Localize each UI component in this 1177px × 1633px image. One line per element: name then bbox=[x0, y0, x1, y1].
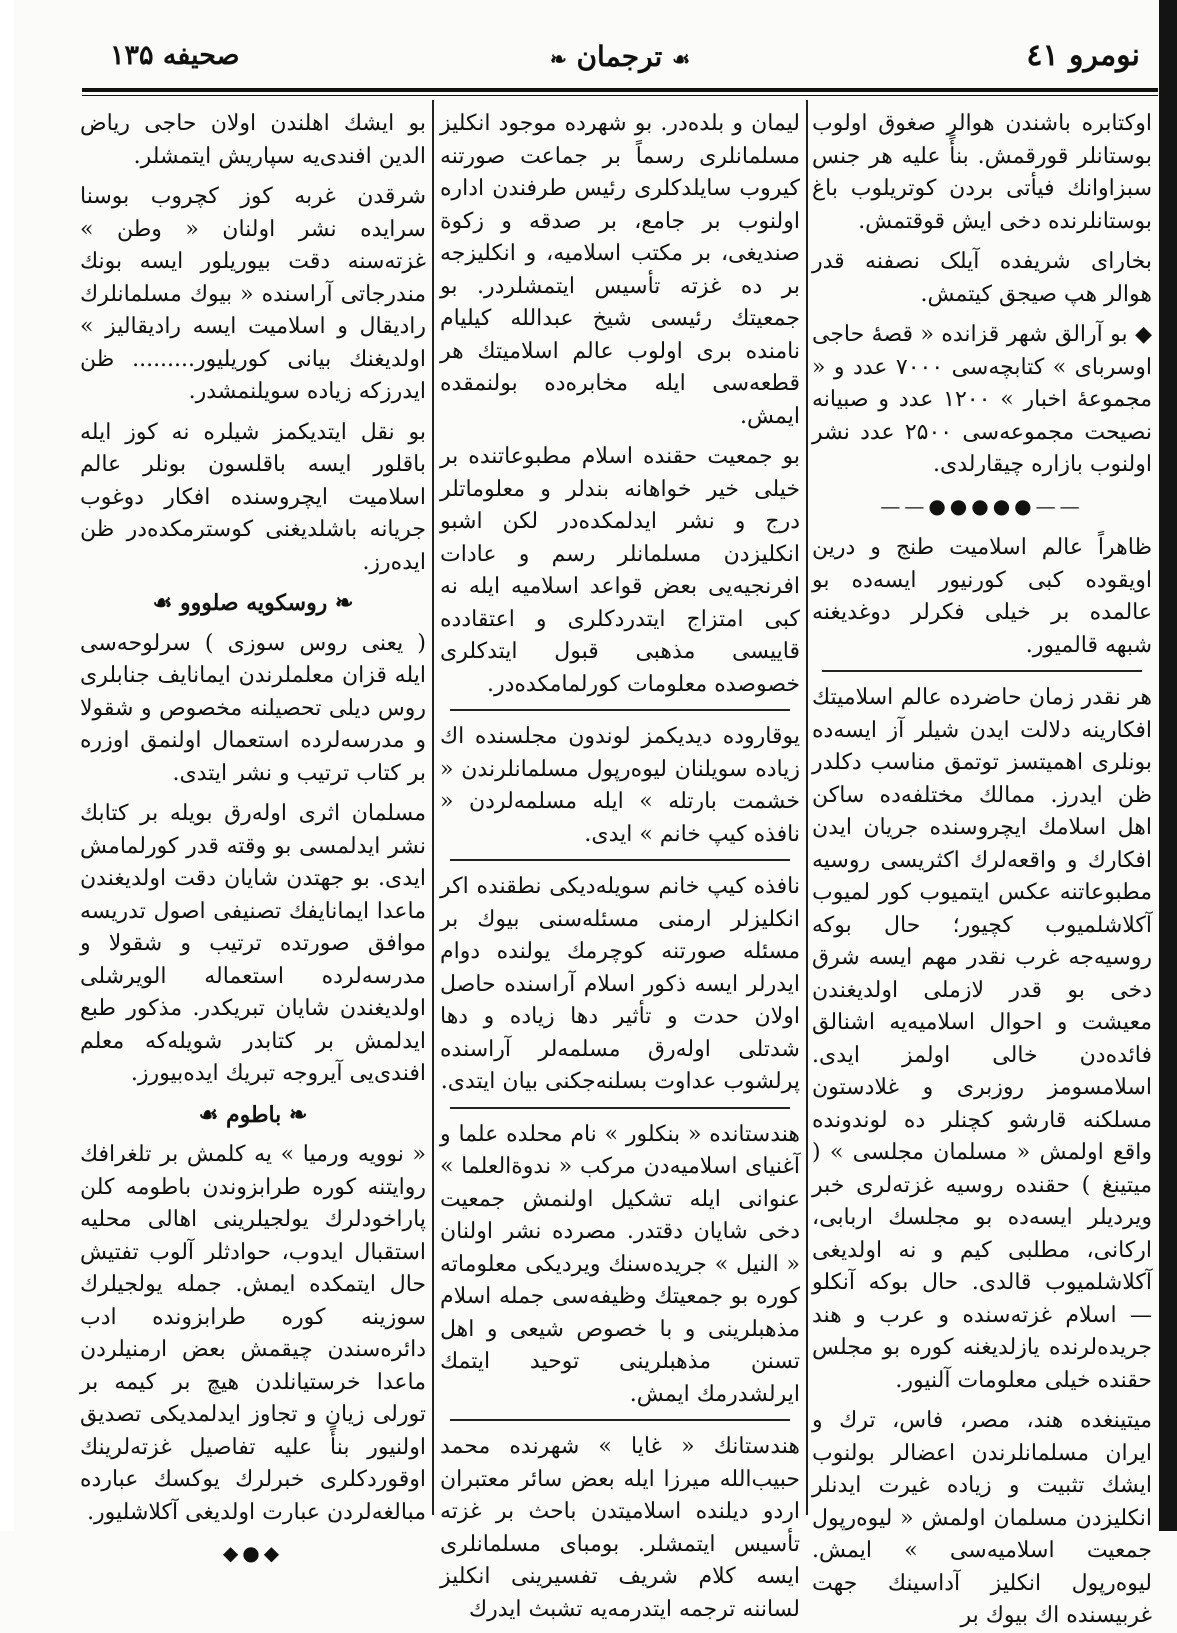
paragraph: ظاهراً عالم اسلامیت طنج و درین اویقوده کبی کورنیور ایسه‌ده بو عالمده بر خیلی فکرلر دوغدیغنه شبهه قالمیور. bbox=[812, 535, 1152, 658]
column-left bbox=[80, 108, 426, 1565]
separator-ornament: ——●●●●●—— bbox=[880, 493, 1084, 518]
paragraph: ◆ بو آرالق شهر قزانده « قصهٔ حاجی اوسربای » کتابچه‌سی ۷۰۰۰ عدد و « مجموعهٔ اخبار » ۱۲۰۰ عدد و صبیانه نصیحت مجموعه‌سی ۲۵۰۰ عدد نشر اولنوب بازاره چیقارلدی. bbox=[812, 322, 1152, 477]
section-heading: ❧ روسکویه صلووو ☙ bbox=[152, 590, 354, 616]
issue-number: نومرو ٤١ bbox=[1026, 38, 1140, 73]
page-header bbox=[80, 30, 1160, 90]
paragraph: میتینغده هند، مصر، فاس، ترك و ایران مسلمانلرندن اعضالر بولنوب ایشك تثبیت و زیاده غیرت ایدنلر انکلیزدن مسلمان اولمش « لیوه‌رپول جمعیت اسلامیه‌سی » ایمش. لیوه‌رپول انکلیز آداسینك جهت غربیسنده اك بیوك بر bbox=[812, 1408, 1152, 1628]
paragraph: هر نقدر زمان حاضرده عالم اسلامیتك افکارینه دلالت ایدن شیلر آز ایسه‌ده بونلری اهمیتسز توتمق مناسب دکلدر ظن ایدرز. ممالك مختلفه‌ده ساکن اهل اسلامك ایچروسنده جریان ایدن افکارك و واقعه‌لرك اکثریسی روسیه مطبوعاتنه عکس ایتمیوب کور لمیوب آکلاشلمیوب کچیور؛ حال بوکه روسیه‌جه غرب نقدر مهم ایسه شرق دخی بو قدر لازملی اولدیغندن معیشت و احوال اسلامیه‌یه اشنالق فائده‌دن خالی اولمز ایدی. اسلامسومز روزبری و غلادستون مسلکنه قارشو کچنلر ده لوندونده واقع اولمش « مسلمان مجلسی » ( میتینغ ) حقنده روسیه غزته‌لری خبر ویردیلر ایسه‌ده بو مجلسك اربابی، ارکانی، مطلبی کیم و نه اولدیغی آکلاشلمیوب قالدی. حال بوکه آنکلو — اسلام غزته‌سنده و عرب و هند جریده‌لرنده یازلدیغنه کوره بو مجلس حقنده خیلی معلومات آلنیور. bbox=[812, 685, 1152, 1393]
divider bbox=[450, 1419, 790, 1421]
paragraph: بو نقل ایتدیکمز شیلره نه کوز ایله باقلور ایسه باقلسون بونلر عالم اسلامیت ایچروسنده افکار دوغوب جریانه باشلدیغنی کوسترمکده‌در ظن ایده‌رز. bbox=[80, 419, 426, 575]
ornament-icon: ❧ bbox=[549, 47, 567, 71]
page-edge bbox=[1159, 0, 1177, 1531]
end-ornament: ◆●◆ bbox=[222, 1541, 284, 1565]
paragraph: شرقدن غربه کوز کچروب بوسنا سرایده نشر اولنان « وطن » غزته‌سنه دقت بیوریلور ایسه بونك مندرجاتی آراسنده « بیوك مسلمانلرك رادیقال و اسلامیت ایسه رادیقالیز » اولدیغنك بیانی کوریلیور......... ظن ایدرزکه زیاده سویلنمشدر. bbox=[80, 184, 426, 404]
paragraph: هندستانده « بنکلور » نام محلده علما و آغنیای اسلامیه‌دن مرکب « ندوة‌العلما » عنوانی ایله تشکیل اولنمش جمعیت دخی شایان دقتدر. مصرده نشر اولنان « النیل » جریده‌سنك ویردیکی معلوماته کوره بو جمعیتك وظیفه‌سی جمله اسلام مذهبلرینی و با خصوص شیعی و اهل تسنن مذهبلرینی توحید ایتمك ایرلشدرمك ایمش. bbox=[440, 1121, 800, 1407]
paragraph: بو ایشك اهلندن اولان حاجی ریاض الدین افندی‌یه سپاریش ایتمشلر. bbox=[80, 111, 426, 169]
masthead bbox=[80, 40, 1160, 73]
column-divider bbox=[806, 100, 808, 1515]
ornament-icon: ☙ bbox=[672, 47, 691, 71]
paragraph: هندستانك « غایا » شهرنده محمد حبیب‌الله میرزا ایله بعض سائر معتبران اردو دیلنده اسلامیتدن باحث بر غزته تأسیس ایتمشلر. بومبای مسلمانلری ایسه کلام شریف تفسیرینی انکلیز لساننه ترجمه ایتدرمه‌یه تشبث ایدرك bbox=[440, 1434, 800, 1622]
paragraph: مسلمان اثری اوله‌رق بویله بر کتابك نشر ایدلمسی بو وقته قدر کورلمامش ایدی. بو جهتدن شایان دقت اولدیغندن ماعدا ایمانایفك تصنیفی اصول تدریسه موافق صورتده ترتیب و شقولا و مدرسه‌لرده استعماله الویرشلی اولدیغندن شایان تبریکدر. مذکور طبع ایدلمش بر کتابدر شویله‌که معلم افندی‌یی آیروجه تبریك ایده‌بیورز. bbox=[80, 801, 426, 1086]
paragraph: لیمان و بلده‌در. بو شهرده موجود انکلیز مسلمانلری رسماً بر جماعت صورتنه کیروب سایلدکلری رئیس طرفندن اداره اولنوب بر جامع، بر صدقه و زکوة صندیغی، بر مکتب اسلامیه، و انکلیزجه بر ده غزته تأسیس ایتمشلردر. بو جمعیتك رئیسی شیخ عبدالله کیلیام نامنده بری اولوب عالم اسلامیتك هر قطعه‌سی ایله مخابره‌ده بولنمقده ایمش. bbox=[440, 111, 800, 429]
paragraph: ( یعنی روس سوزی ) سرلوحه‌سی ایله قزان معلملرندن ایمانایف جنابلری روس دیلی تحصیلنه مخصوص و شقولا و مدرسه‌لرده استعمال اولنمق اوزره بر کتاب ترتیب و نشر ایتدی. bbox=[80, 630, 426, 786]
column-right bbox=[812, 108, 1152, 1628]
paragraph: یوقاروده دیدیکمز لوندون مجلسنده اك زیاده سویلنان لیوه‌رپول مسلمانلرندن « خشمت بارتله » ایله مسلمه‌لردن « نافذه کیپ خانم » ایدی. bbox=[440, 724, 800, 847]
masthead-title: ترجمان bbox=[576, 40, 663, 73]
paragraph: بو جمعیت حقنده اسلام مطبوعاتنده بر خیلی خیر خواهانه بندلر و معلوماتلر درج و نشر ایدلمکده‌در لکن اشبو انکلیزدن مسلمانلر رسم و عادات افرنجیه‌یی بعض قواعد اسلامیه ایله نه کبی امتزاج ایتدردکلری و اعتقادده قاییسی مذهبی قبول ایتدکلری خصوصده معلومات کورلمامکده‌در. bbox=[440, 444, 800, 697]
column-middle bbox=[440, 108, 800, 1622]
divider bbox=[450, 709, 790, 711]
paragraph: بخارای شریفده آیلک نصفنه قدر هوالر هپ صیجق کیتمش. bbox=[812, 249, 1152, 307]
paragraph: « نوویه ورمیا » یه کلمش بر تلغرافك روایتنه کوره طرابزوندن باطومه کلن پاراخودلرك یولجیلرینی اهالی محلیه استقبال ایدوب، حوادثلر آلوب تفتیش حال ایتمکده ایمش. جمله یولجیلرك سوزینه کوره طرابزونده ادب دائره‌سندن چیقمش بعض ارمنیلردن ماعدا خرستیانلدن هیچ بر کیمه بر تورلی زیان و تجاوز ایدلمدیکی تصدیق اولنیور بنأً علیه تفاصیل غزته‌لرینك اوقوردکلری خبرلرك یوکسك عبارده مبالغه‌لردن عبارت اولدیغی آکلاشلیور. bbox=[80, 1142, 426, 1525]
paragraph: اوکتابره باشندن هوالر صغوق اولوب بوستانلر قورقمش. بنأً علیه هر جنس سبزاوانك فیأتی بردن کوتریلوب باغ بوستانلرنده دخی ایش قوقتمش. bbox=[812, 111, 1152, 234]
section-heading: ❧ باطوم ☙ bbox=[198, 1101, 308, 1128]
header-rule bbox=[82, 88, 1158, 92]
divider bbox=[450, 1107, 790, 1109]
divider bbox=[822, 670, 1142, 672]
header-rule-thin bbox=[82, 95, 1158, 96]
paragraph: نافذه کیپ خانم سویله‌دیکی نطقنده اکر انکلیزلر ارمنی مسئله‌سنی بیوك بر مسئله صورتنه کوچرمك یولنده دوام ایدرلر ایسه ذکور اسلام آراسنده حاصل اولان حدت و تأثیر دها زیاده و دها شدتلی اوله‌رق مسلمه‌لر آراسنده پرلشوب عداوت بسلنه‌جکنی بیان ایتدی. bbox=[440, 874, 800, 1094]
column-divider bbox=[432, 100, 434, 1515]
page-number-label: صحیفه ۱۳۵ bbox=[110, 40, 240, 71]
divider bbox=[450, 859, 790, 861]
